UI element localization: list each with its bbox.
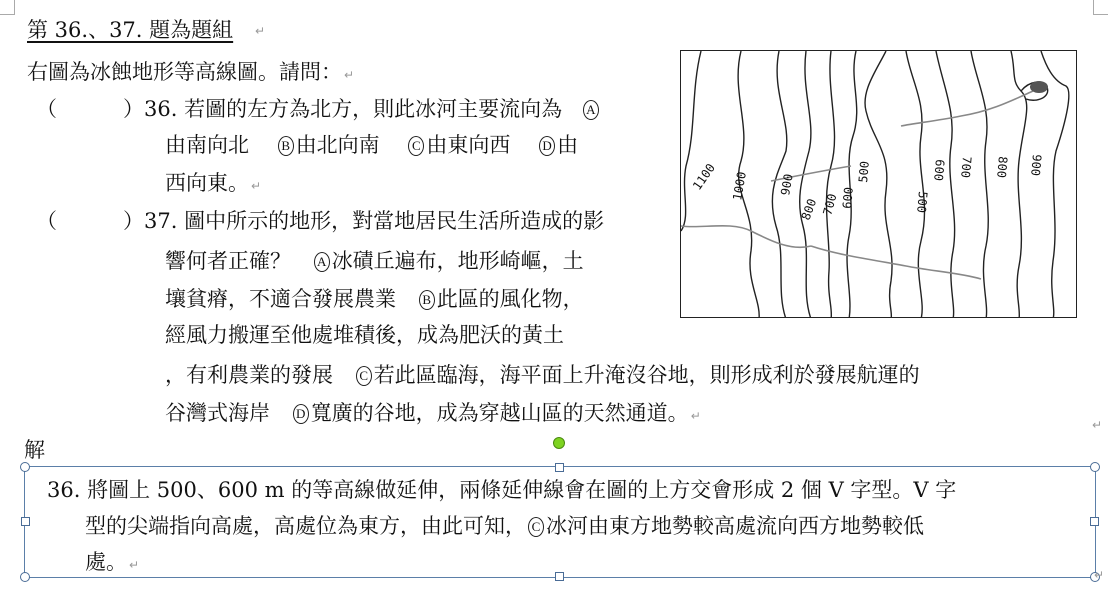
q36-number: ）36. (123, 97, 178, 121)
q37-option-c: 若此區臨海，海平面上升淹沒谷地，則形成利於發展航運的 (373, 363, 920, 387)
q37-stem-1: 圖中所示的地形，對當地居民生活所造成的影 (184, 209, 605, 233)
answer-textbox[interactable] (24, 466, 1096, 578)
resize-handle[interactable] (555, 463, 564, 472)
paragraph-mark: ↵ (255, 24, 266, 38)
resize-handle[interactable] (1090, 517, 1099, 526)
q36-option-a-marker: A (583, 100, 599, 120)
q36-option-d-marker: D (539, 136, 555, 156)
contour-label: 1100 (689, 161, 719, 193)
contour-label: 500 (914, 190, 930, 214)
contour-label: 700 (958, 155, 974, 179)
q36-stem: 若圖的左方為北方，則此冰河主要流向為 (184, 97, 563, 121)
answer-text-2b: 冰河由東方地勢較高處流向西方地勢較低 (546, 514, 924, 538)
stream-line (681, 226, 811, 248)
intro-text (27, 56, 354, 86)
resize-handle[interactable] (20, 462, 30, 472)
paragraph-mark: ↵ (1094, 568, 1105, 582)
contour-map (680, 50, 1077, 318)
intro-label: 右圖為冰蝕地形等高線圖。請問： (27, 60, 342, 84)
paragraph-mark: ↵ (129, 558, 140, 572)
q36-option-b: 由北向南 (295, 133, 380, 157)
q36-paren-open: （ (36, 97, 57, 121)
answer-text-3: 處。 (85, 550, 127, 574)
q36-option-d-part1: 由 (557, 133, 579, 157)
contour-line (847, 51, 857, 318)
paragraph-mark: ↵ (690, 409, 701, 423)
q37-option-d-marker: D (293, 404, 309, 424)
contour-line (906, 51, 925, 318)
rotate-handle[interactable] (553, 437, 565, 449)
paragraph-mark: ↵ (251, 179, 262, 193)
contour-label: 800 (798, 196, 820, 223)
question-36 (36, 94, 601, 124)
answer-option-marker: C (528, 517, 544, 537)
q37-paren-open: （ (36, 209, 57, 233)
q36-option-d-cont (165, 168, 261, 201)
q37-line5 (165, 360, 920, 390)
lake-icon (1030, 81, 1048, 93)
q37-option-a-1: 冰磧丘遍布，地形崎嶇，土 (331, 249, 584, 273)
stream-line (811, 246, 981, 279)
contour-label: 600 (931, 158, 947, 182)
contour-line (681, 51, 701, 231)
q37-line4 (165, 320, 564, 350)
contour-label: 700 (820, 192, 840, 217)
answer-text-2: 型的尖端指向高處，高處位為東方，由此可知， (85, 514, 526, 538)
contour-line (800, 51, 811, 318)
contour-label: 500 (856, 160, 872, 184)
q37-number: ）37. (123, 209, 178, 233)
group-heading: 第 36.、37. 題為題組 (27, 18, 234, 42)
contour-label: 800 (994, 155, 1010, 179)
contour-label: 600 (840, 186, 856, 210)
answer-number: 36. (47, 478, 81, 502)
q37-line6 (165, 398, 701, 431)
q37-option-d: 寬廣的谷地，成為穿越山區的天然通道。 (310, 401, 689, 425)
q37-option-b-3: ，有利農業的發展 (165, 363, 333, 387)
q37-option-a-marker: A (314, 252, 330, 272)
q37-option-b-marker: B (419, 290, 435, 310)
resize-handle[interactable] (21, 517, 30, 526)
q37-line2 (165, 246, 584, 276)
q37-stem-2: 響何者正確？ (165, 249, 291, 273)
q36-option-a: 由南向北 (165, 133, 249, 157)
contour-label: 1000 (730, 170, 749, 202)
resize-handle[interactable] (555, 572, 564, 581)
q37-option-b-2: 經風力搬運至他處堆積後，成為肥沃的黃土 (165, 323, 564, 347)
paragraph-mark: ↵ (1092, 418, 1103, 432)
answer-line-2 (85, 511, 924, 541)
q36-option-b-marker: B (278, 136, 294, 156)
contour-line (865, 51, 892, 318)
resize-handle[interactable] (1090, 462, 1100, 472)
q36-options-line (165, 130, 578, 160)
answer-label: 解 (24, 438, 45, 462)
q37-line3 (165, 284, 584, 314)
contour-map-svg (681, 51, 1077, 318)
contour-line (826, 51, 834, 318)
q36-option-d-rest: 西向東。 (165, 171, 249, 195)
q37-option-b-1: 此區的風化物， (436, 287, 584, 311)
paragraph-mark: ↵ (344, 68, 355, 82)
contour-label: 900 (1028, 153, 1044, 177)
q36-option-c-marker: C (408, 136, 424, 156)
crop-mark-top-right (1093, 0, 1108, 15)
resize-handle[interactable] (20, 572, 30, 582)
contour-line (1011, 51, 1027, 318)
contour-line (936, 51, 955, 318)
q37-option-a-2: 壤貧瘠，不適合發展農業 (165, 287, 396, 311)
contour-label: 900 (778, 172, 796, 197)
q37-option-c-2: 谷灣式海岸 (165, 401, 270, 425)
answer-line-3 (85, 547, 139, 580)
q36-option-c: 由東向西 (426, 133, 511, 157)
question-37 (36, 206, 604, 236)
crop-mark-top-left (0, 0, 15, 15)
answer-text-1: 將圖上 500、600 m 的等高線做延伸，兩條延伸線會在圖的上方交會形成 2 個 V 字型。V 字 (87, 478, 957, 502)
q37-option-c-marker: C (356, 366, 372, 386)
answer-line-1 (47, 475, 956, 505)
